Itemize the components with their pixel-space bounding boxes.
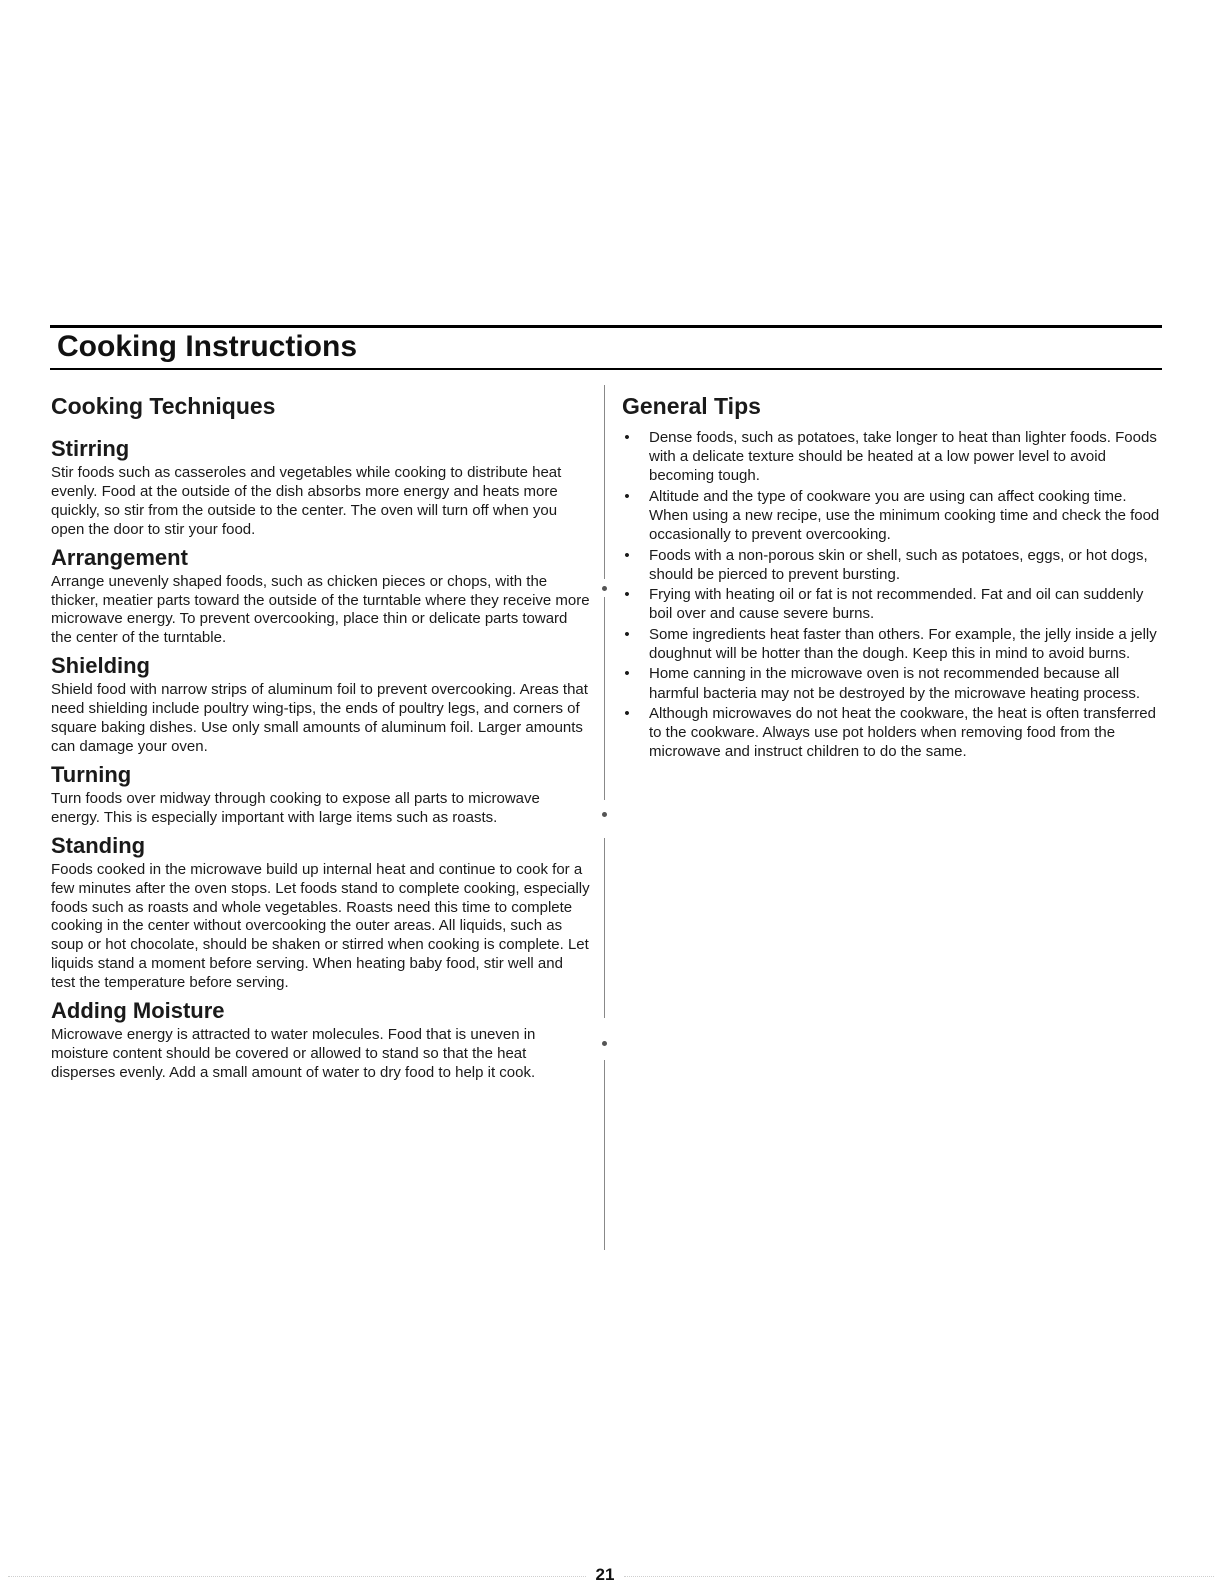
column-divider	[604, 838, 605, 1018]
section-adding-moisture	[51, 998, 591, 1083]
general-tips-title: General Tips	[622, 393, 761, 419]
general-tips-column	[622, 390, 1167, 763]
column-divider	[604, 597, 605, 800]
turning-text: Turn foods over midway through cooking to expose all parts to microwave energy. This is especially important with large items such as roasts.	[51, 789, 540, 826]
footer-dotted-line	[8, 1576, 586, 1577]
arrangement-text: Arrange unevenly shaped foods, such as chicken pieces or chops, with the thicker, meatier parts toward the outside of the turntable where they receive more microwave energy. To prevent overcooking, place thin or delicate parts toward the center of the turntable.	[51, 572, 590, 647]
shielding-text: Shield food with narrow strips of aluminum foil to prevent overcooking. Areas that need shielding include poultry wing-tips, the ends of poultry legs, and corners of square baking dishes. Use only small amounts of aluminum foil. Larger amounts can damage your oven.	[51, 681, 588, 755]
tip-text: Frying with heating oil or fat is not recommended. Fat and oil can suddenly boil over and cause severe burns.	[649, 586, 1144, 623]
standing-text: Foods cooked in the microwave build up internal heat and continue to cook for a few minutes after the oven stops. Let foods stand to complete cooking, especially foods such as roasts and whole vegetables. Roasts need this time to complete cooking in the center without overcooking the outer areas. All liquids, such as soup or hot chocolate, should be shaken or stirred when cooking is complete. Let liquids stand a moment before serving. When heating baby food, stir well and test the temperature before serving.	[51, 860, 590, 992]
list-item	[622, 585, 1167, 623]
bullet-icon: •	[624, 487, 630, 505]
column-divider	[604, 385, 605, 579]
binding-hole-mark	[602, 1041, 607, 1046]
cooking-techniques-title: Cooking Techniques	[51, 393, 276, 419]
tip-text: Altitude and the type of cookware you are using can affect cooking time. When using a new recipe, use the minimum cooking time and check the food occasionally to prevent overcooking.	[649, 487, 1160, 544]
bullet-icon: •	[624, 546, 630, 564]
list-item	[622, 704, 1167, 762]
header-bottom-rule	[50, 368, 1162, 370]
shielding-heading: Shielding	[51, 653, 150, 679]
list-item	[622, 546, 1167, 584]
page-number: 21	[588, 1565, 622, 1585]
tip-text: Although microwaves do not heat the cookware, the heat is often transferred to the cookware. Always use pot holders when removing food from the microwave and instruct children to do the same.	[649, 704, 1156, 761]
section-arrangement	[51, 545, 591, 649]
list-item	[622, 625, 1167, 663]
tip-text: Home canning in the microwave oven is not recommended because all harmful bacteria may not be destroyed by the microwave heating process.	[649, 665, 1141, 702]
cooking-techniques-column	[51, 390, 591, 1088]
tip-text: Dense foods, such as potatoes, take longer to heat than lighter foods. Foods with a delicate texture should be heated at a low power level to avoid becoming tough.	[649, 429, 1157, 485]
page-title: Cooking Instructions	[57, 330, 357, 363]
list-item	[622, 487, 1167, 545]
list-item	[622, 664, 1167, 702]
stirring-text: Stir foods such as casseroles and vegetables while cooking to distribute heat evenly. Food at the outside of the dish absorbs more energy and heats more quickly, so stir from the outside to the center. The oven will turn off when you open the door to stir your food.	[51, 464, 562, 538]
section-stirring	[51, 436, 591, 540]
stirring-heading: Stirring	[51, 436, 130, 461]
arrangement-heading: Arrangement	[51, 544, 188, 570]
column-divider	[604, 1060, 605, 1250]
standing-heading: Standing	[51, 832, 146, 858]
adding-moisture-heading: Adding Moisture	[51, 998, 225, 1024]
section-standing	[51, 833, 591, 993]
tip-text: Some ingredients heat faster than others. For example, the jelly inside a jelly doughnut will be hotter than the dough. Keep this in mind to avoid burns.	[649, 625, 1157, 662]
tip-text: Foods with a non-porous skin or shell, such as potatoes, eggs, or hot dogs, should be pierced to prevent bursting.	[649, 546, 1148, 583]
turning-heading: Turning	[51, 761, 132, 787]
binding-hole-mark	[602, 586, 607, 591]
tips-list	[622, 428, 1167, 762]
bullet-icon: •	[624, 429, 630, 446]
binding-hole-mark	[602, 812, 607, 817]
bullet-icon: •	[624, 625, 630, 643]
section-shielding	[51, 653, 591, 757]
section-turning	[51, 762, 591, 828]
list-item	[622, 428, 1167, 486]
footer-dotted-line	[624, 1576, 1214, 1577]
bullet-icon: •	[624, 704, 630, 722]
bullet-icon: •	[624, 665, 630, 683]
bullet-icon: •	[624, 586, 630, 604]
adding-moisture-text: Microwave energy is attracted to water molecules. Food that is uneven in moisture content should be covered or allowed to stand so that the heat disperses evenly. Add a small amount of water to dry food to help it cook.	[51, 1026, 536, 1081]
